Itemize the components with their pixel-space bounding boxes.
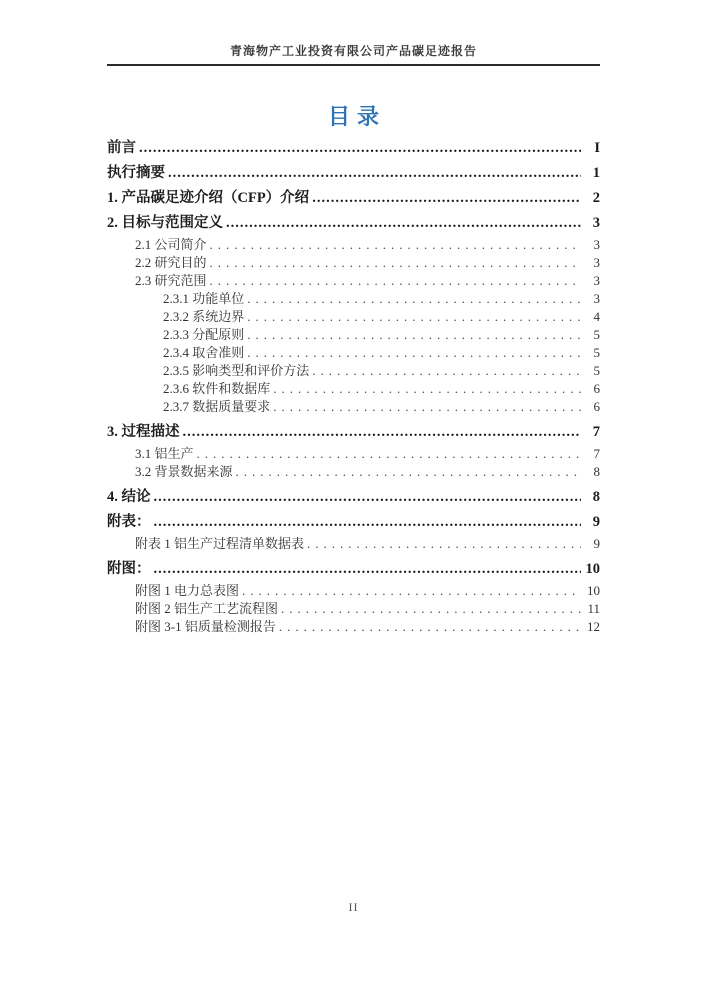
toc-entry-page: 5 [593,363,600,378]
toc-entry-label: 3.1 铝生产 [135,446,194,461]
toc-list [107,140,600,636]
toc-entry[interactable] [107,140,600,157]
toc-leader-dots [236,463,581,481]
toc-entry-label: 3.2 背景数据来源 [135,464,233,479]
toc-title: 目录 [327,104,386,129]
toc-leader-dots [247,308,581,326]
toc-leader-dots [154,489,582,506]
page-number-footer: II [348,900,359,914]
toc-leader-dots [210,254,581,272]
toc-entry-label: 3. 过程描述 [107,424,180,440]
toc-entry[interactable] [107,535,600,553]
toc-entry[interactable] [107,254,600,272]
toc-leader-dots [197,445,581,463]
toc-entry-label: 2.3.7 数据质量要求 [163,399,271,414]
toc-entry-page: 7 [593,446,600,461]
toc-entry-page: 9 [593,536,600,551]
toc-entry-page: 12 [587,619,600,634]
toc-entry-page: 3 [593,255,600,270]
toc-entry-page: 5 [593,345,600,360]
toc-leader-dots [210,236,581,254]
toc-entry-label: 附图： [107,561,151,577]
toc-entry-label: 附表： [107,514,151,530]
toc-entry-label: 前言 [107,140,136,156]
toc-entry-page: 2 [592,190,600,206]
toc-entry-page: 8 [592,489,600,505]
toc-entry[interactable] [107,290,600,308]
toc-entry[interactable] [107,362,600,380]
toc-entry-label: 2.3 研究范围 [135,273,207,288]
toc-entry-label: 4. 结论 [107,489,151,505]
toc-entry-label: 2.2 研究目的 [135,255,207,270]
toc-entry[interactable] [107,236,600,254]
toc-entry-label: 2.3.4 取舍准则 [163,345,245,360]
toc-entry-page: 7 [592,424,600,440]
toc-leader-dots [139,140,581,157]
toc-leader-dots [210,272,581,290]
toc-entry-label: 2.3.6 软件和数据库 [163,381,271,396]
toc-entry[interactable] [107,308,600,326]
toc-leader-dots [183,424,582,441]
toc-entry[interactable] [107,445,600,463]
toc-entry-page: 10 [585,561,600,577]
toc-leader-dots [247,344,581,362]
toc-entry[interactable] [107,190,600,207]
toc-entry-label: 2.3.3 分配原则 [163,327,245,342]
toc-entry-page: 3 [593,273,600,288]
toc-leader-dots [281,600,581,618]
toc-entry-page: 3 [593,237,600,252]
toc-entry-label: 附表 1 铝生产过程清单数据表 [135,536,305,551]
toc-leader-dots [279,618,581,636]
toc-entry-label: 2. 目标与范围定义 [107,215,223,231]
toc-entry[interactable] [107,463,600,481]
toc-entry-page: 10 [587,583,600,598]
toc-entry-page: 3 [593,291,600,306]
toc-entry-page: 4 [593,309,600,324]
toc-entry-page: 3 [592,215,600,231]
toc-entry-page: 1 [592,165,600,181]
toc-entry-page: 9 [592,514,600,530]
toc-entry[interactable] [107,398,600,416]
toc-entry-label: 附图 3-1 铝质量检测报告 [135,619,276,634]
toc-entry-page: I [594,140,600,156]
toc-leader-dots [247,326,581,344]
toc-entry[interactable] [107,326,600,344]
toc-entry[interactable] [107,215,600,232]
toc-leader-dots [312,362,581,380]
header-title: 青海物产工业投资有限公司产品碳足迹报告 [229,44,477,58]
toc-entry-page: 5 [593,327,600,342]
toc-leader-dots [247,290,581,308]
toc-leader-dots [154,514,582,531]
toc-entry[interactable] [107,582,600,600]
toc-entry-label: 2.3.5 影响类型和评价方法 [163,363,310,378]
toc-entry[interactable] [107,561,600,578]
toc-entry-page: 8 [593,464,600,479]
toc-entry[interactable] [107,514,600,531]
toc-leader-dots [273,398,581,416]
toc-entry-page: 6 [593,381,600,396]
toc-entry-label: 1. 产品碳足迹介绍（CFP）介绍 [107,190,310,206]
toc-entry-label: 执行摘要 [107,165,165,181]
toc-entry-label: 2.1 公司简介 [135,237,207,252]
toc-entry[interactable] [107,489,600,506]
toc-entry[interactable] [107,165,600,182]
toc-entry-label: 2.3.1 功能单位 [163,291,245,306]
toc-entry-label: 附图 2 铝生产工艺流程图 [135,601,279,616]
toc-leader-dots [273,380,581,398]
toc-entry[interactable] [107,618,600,636]
toc-entry[interactable] [107,344,600,362]
toc-leader-dots [154,561,582,578]
toc-leader-dots [307,535,581,553]
toc-leader-dots [312,190,581,207]
toc-entry-label: 附图 1 电力总表图 [135,583,240,598]
toc-entry[interactable] [107,380,600,398]
toc-leader-dots [242,582,581,600]
toc-entry[interactable] [107,272,600,290]
toc-entry-page: 11 [587,601,600,616]
toc-entry[interactable] [107,424,600,441]
toc-entry[interactable] [107,600,600,618]
page-header [107,0,600,66]
toc-leader-dots [168,165,581,182]
toc-entry-page: 6 [593,399,600,414]
toc-leader-dots [226,215,581,232]
toc-entry-label: 2.3.2 系统边界 [163,309,245,324]
